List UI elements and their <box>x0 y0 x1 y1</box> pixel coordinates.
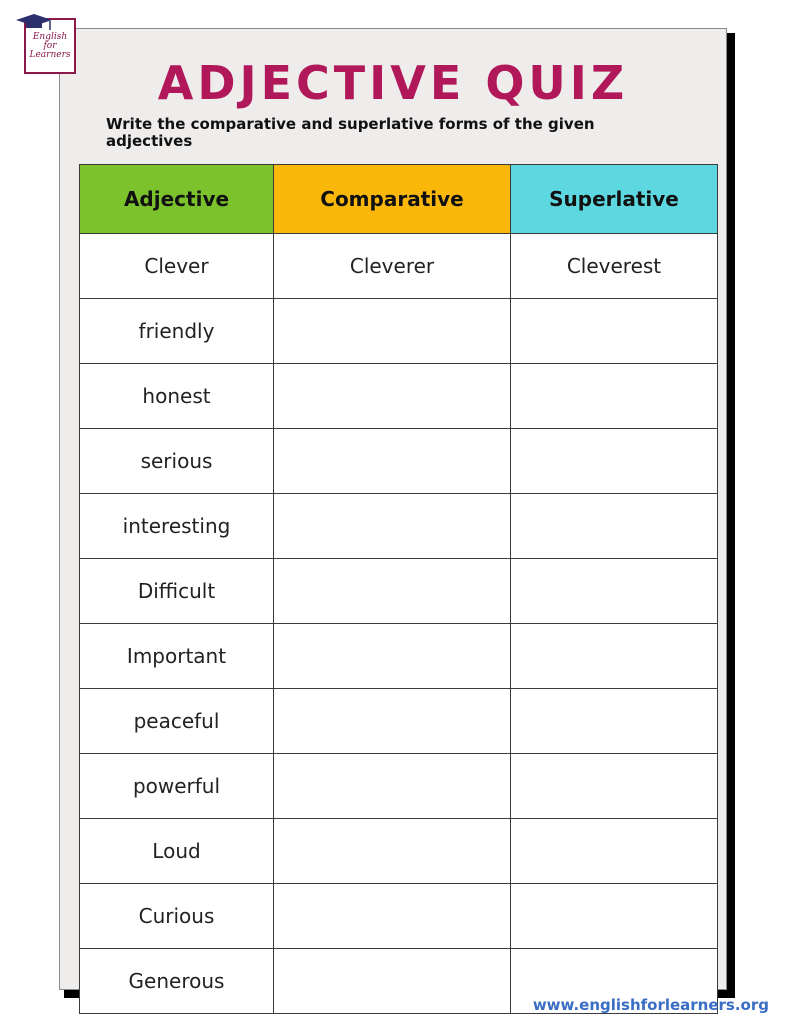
table-row <box>80 234 718 299</box>
comparative-cell[interactable] <box>274 559 511 624</box>
logo-line-1: English <box>32 31 68 42</box>
comparative-cell[interactable] <box>274 494 511 559</box>
table-row <box>80 884 718 949</box>
superlative-cell[interactable] <box>511 559 718 624</box>
comparative-cell[interactable] <box>274 624 511 689</box>
superlative-cell[interactable] <box>511 754 718 819</box>
logo-line-2: for <box>43 40 57 51</box>
comparative-cell[interactable] <box>274 299 511 364</box>
superlative-cell[interactable] <box>511 299 718 364</box>
adjective-cell: peaceful <box>80 689 274 754</box>
table-body <box>80 234 718 1014</box>
adjective-cell: Difficult <box>80 559 274 624</box>
superlative-cell[interactable] <box>511 429 718 494</box>
adjective-cell: friendly <box>80 299 274 364</box>
table-row <box>80 299 718 364</box>
footer-website[interactable]: www.englishforlearners.org <box>532 996 769 1014</box>
superlative-cell[interactable] <box>511 364 718 429</box>
table-header-row <box>80 165 718 234</box>
table-row <box>80 754 718 819</box>
comparative-cell[interactable] <box>274 819 511 884</box>
graduation-cap-icon <box>14 14 54 32</box>
header-comparative: Comparative <box>274 165 511 234</box>
adjective-cell: interesting <box>80 494 274 559</box>
table-row <box>80 429 718 494</box>
table-row <box>80 819 718 884</box>
comparative-cell[interactable] <box>274 429 511 494</box>
adjective-cell: Curious <box>80 884 274 949</box>
table-row <box>80 689 718 754</box>
superlative-cell[interactable] <box>511 624 718 689</box>
comparative-cell[interactable] <box>274 754 511 819</box>
superlative-cell[interactable] <box>511 494 718 559</box>
adjective-cell: honest <box>80 364 274 429</box>
superlative-cell[interactable] <box>511 884 718 949</box>
header-adjective: Adjective <box>80 165 274 234</box>
table-row <box>80 494 718 559</box>
superlative-cell[interactable]: Cleverest <box>511 234 718 299</box>
table-row <box>80 559 718 624</box>
header-superlative: Superlative <box>511 165 718 234</box>
table-row <box>80 364 718 429</box>
comparative-cell[interactable] <box>274 949 511 1014</box>
adjective-cell: Clever <box>80 234 274 299</box>
adjective-cell: Loud <box>80 819 274 884</box>
adjective-cell: serious <box>80 429 274 494</box>
adjective-cell: powerful <box>80 754 274 819</box>
comparative-cell[interactable]: Cleverer <box>274 234 511 299</box>
instructions-text: Write the comparative and superlative forms of the given adjectives <box>106 115 595 150</box>
logo-line-3: Learners <box>29 49 71 60</box>
comparative-cell[interactable] <box>274 689 511 754</box>
comparative-cell[interactable] <box>274 884 511 949</box>
table-row <box>80 624 718 689</box>
superlative-cell[interactable] <box>511 819 718 884</box>
adjective-cell: Generous <box>80 949 274 1014</box>
adjective-quiz-table <box>79 164 718 1014</box>
superlative-cell[interactable] <box>511 689 718 754</box>
comparative-cell[interactable] <box>274 364 511 429</box>
adjective-cell: Important <box>80 624 274 689</box>
page-title: ADJECTIVE QUIZ <box>157 56 629 110</box>
